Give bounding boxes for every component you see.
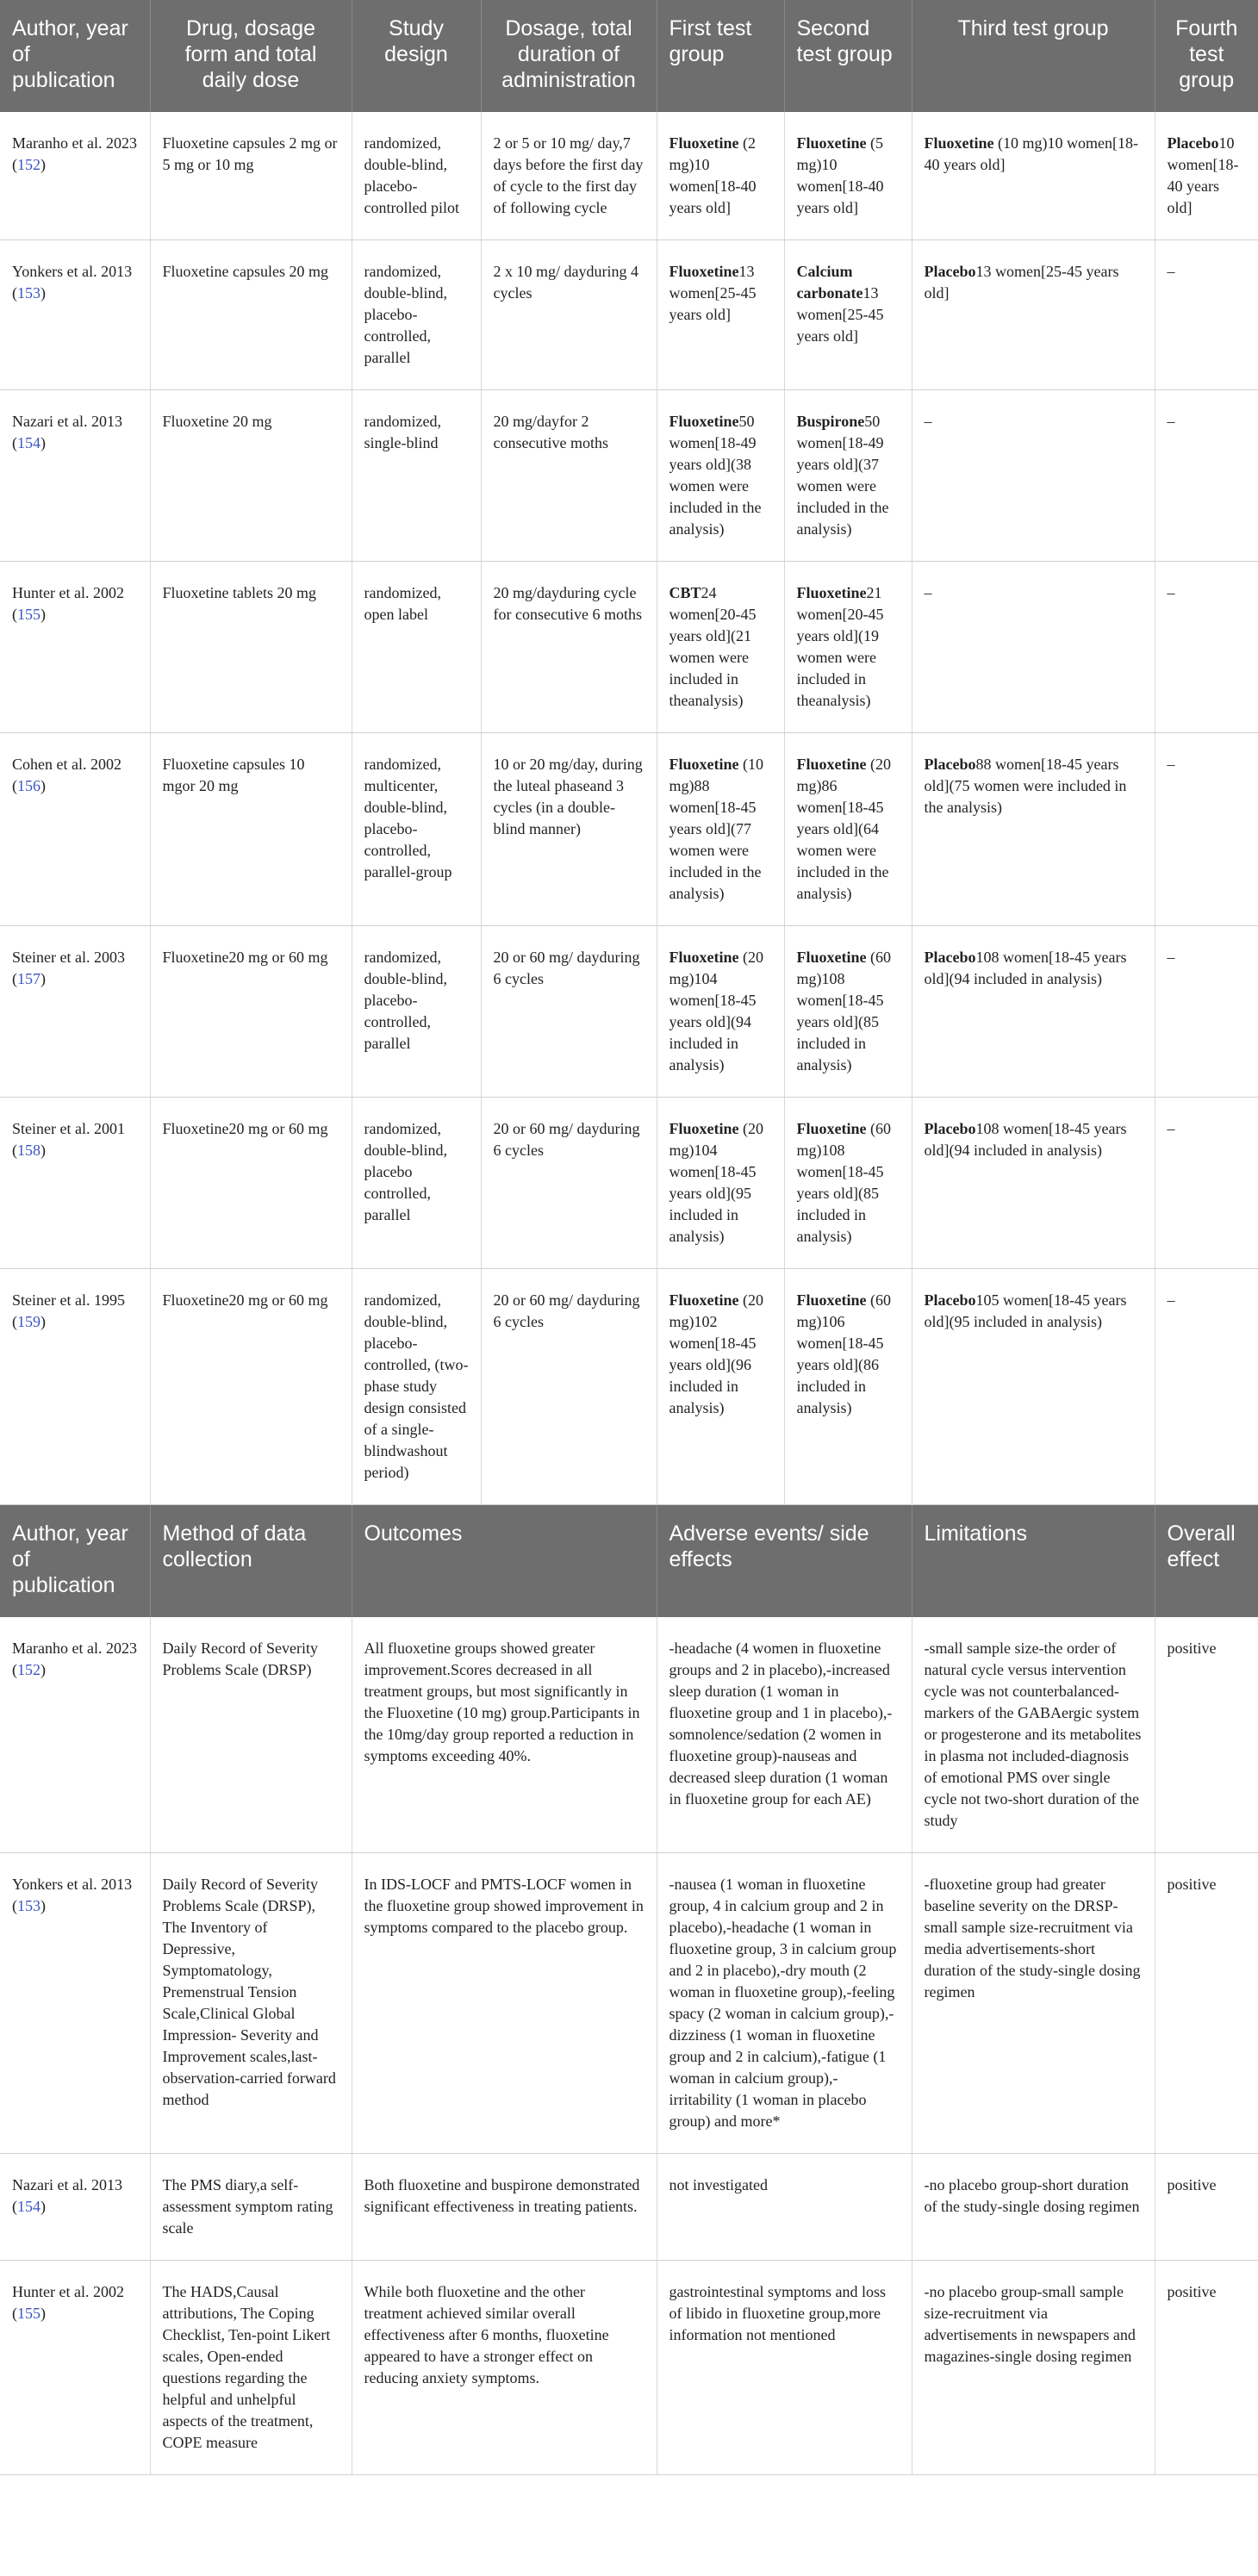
author-text: Yonkers et al. 2013 — [12, 1876, 133, 1893]
group-2-details: 13 women[25-45 years old] — [796, 284, 884, 345]
header2-outcomes: Outcomes — [352, 1505, 657, 1618]
group-4-details: – — [1167, 1291, 1175, 1309]
group-1-cell — [657, 112, 784, 240]
group-2-details: 50 women[18-49 years old](37 women were included in the analysis) — [796, 413, 889, 538]
dosage-cell: 2 x 10 mg/ dayduring 4 cycles — [481, 240, 657, 390]
group-3-treatment: Placebo — [924, 949, 976, 966]
reference-link[interactable]: 152 — [17, 1661, 40, 1678]
group-3-treatment: Placebo — [924, 1291, 976, 1309]
table-row — [0, 240, 1258, 390]
group-3-details: (10 mg)10 women[18-40 years old] — [924, 134, 1138, 173]
author-cell: Hunter et al. 2002 (155) — [0, 2261, 150, 2475]
group-2-treatment: Calcium carbonate — [796, 263, 863, 302]
table-row — [0, 112, 1258, 240]
reference-link[interactable]: 156 — [17, 777, 40, 794]
header2-author: Author, year of publication — [0, 1505, 150, 1618]
adverse-events-cell: not investigated — [657, 2154, 912, 2261]
table-row — [0, 926, 1258, 1098]
overall-effect-cell: positive — [1155, 1617, 1258, 1853]
overall-effect-cell: positive — [1155, 2261, 1258, 2475]
header-drug: Drug, dosage form and total daily dose — [150, 0, 352, 112]
group-3-cell — [912, 240, 1155, 390]
dosage-cell: 20 or 60 mg/ dayduring 6 cycles — [481, 926, 657, 1098]
author-cell: Yonkers et al. 2013 (153) — [0, 1853, 150, 2154]
group-4-details: – — [1167, 584, 1175, 601]
table-row — [0, 1098, 1258, 1269]
header-group-4: Fourth test group — [1155, 0, 1258, 112]
group-3-cell — [912, 926, 1155, 1098]
group-4-details: – — [1167, 413, 1175, 430]
group-2-treatment: Buspirone — [796, 413, 865, 430]
group-1-details: (20 mg)104 women[18-45 years old](95 included in analysis) — [669, 1120, 763, 1245]
drug-cell: Fluoxetine capsules 10 mgor 20 mg — [150, 733, 352, 926]
group-1-treatment: Fluoxetine — [669, 949, 739, 966]
author-text: Maranho et al. 2023 — [12, 1640, 137, 1657]
group-1-cell — [657, 1098, 784, 1269]
limitations-cell: -no placebo group-small sample size-recruitment via advertisements in newspapers and magazines-single dosing regimen — [912, 2261, 1155, 2475]
group-1-treatment: Fluoxetine — [669, 134, 739, 152]
group-4-details: – — [1167, 263, 1175, 280]
group-4-details: 10 women[18-40 years old] — [1167, 134, 1239, 216]
reference-link[interactable]: 158 — [17, 1142, 40, 1159]
group-3-cell — [912, 112, 1155, 240]
group-2-details: (20 mg)86 women[18-45 years old](64 women were included in the analysis) — [796, 756, 891, 902]
table-row — [0, 1617, 1258, 1853]
table-row — [0, 733, 1258, 926]
group-2-treatment: Fluoxetine — [796, 134, 867, 152]
author-text: Steiner et al. 1995 — [12, 1291, 125, 1309]
author-cell: Maranho et al. 2023 (152) — [0, 112, 150, 240]
group-3-details: 88 women[18-45 years old](75 women were included in the analysis) — [924, 756, 1127, 816]
table-row — [0, 2261, 1258, 2475]
table1-header — [0, 0, 1258, 112]
group-1-cell — [657, 926, 784, 1098]
header-author: Author, year of publication — [0, 0, 150, 112]
drug-cell: Fluoxetine capsules 2 mg or 5 mg or 10 mg — [150, 112, 352, 240]
group-3-cell — [912, 390, 1155, 562]
table2-body — [0, 1617, 1258, 2475]
group-2-treatment: Fluoxetine — [796, 1291, 867, 1309]
author-cell: Nazari et al. 2013 (154) — [0, 2154, 150, 2261]
drug-cell: Fluoxetine20 mg or 60 mg — [150, 1269, 352, 1505]
author-text: Cohen et al. 2002 — [12, 756, 121, 773]
group-3-details: – — [924, 413, 932, 430]
group-2-details: 21 women[20-45 years old](19 women were included in theanalysis) — [796, 584, 884, 709]
author-cell: Nazari et al. 2013 (154) — [0, 390, 150, 562]
drug-cell: Fluoxetine 20 mg — [150, 390, 352, 562]
group-1-details: (2 mg)10 women[18-40 years old] — [669, 134, 757, 216]
group-2-treatment: Fluoxetine — [796, 584, 867, 601]
reference-link[interactable]: 157 — [17, 970, 40, 987]
author-text: Nazari et al. 2013 — [12, 413, 122, 430]
reference-link[interactable]: 155 — [17, 2305, 40, 2322]
method-cell: The PMS diary,a self-assessment symptom rating scale — [150, 2154, 352, 2261]
limitations-cell: -fluoxetine group had greater baseline severity on the DRSP-small sample size-recruitment via media advertisements-short duration of the study-single dosing regimen — [912, 1853, 1155, 2154]
group-2-cell — [784, 926, 912, 1098]
header2-effect: Overall effect — [1155, 1505, 1258, 1618]
design-cell: randomized, double-blind, placebo-controlled, parallel — [352, 926, 481, 1098]
group-1-treatment: Fluoxetine — [669, 413, 739, 430]
group-2-details: (5 mg)10 women[18-40 years old] — [796, 134, 884, 216]
group-4-cell — [1155, 390, 1258, 562]
dosage-cell: 2 or 5 or 10 mg/ day,7 days before the first day of cycle to the first day of following cycle — [481, 112, 657, 240]
group-2-cell — [784, 733, 912, 926]
author-text: Nazari et al. 2013 — [12, 2176, 122, 2193]
group-1-details: 50 women[18-49 years old](38 women were included in the analysis) — [669, 413, 762, 538]
adverse-events-cell: -nausea (1 woman in fluoxetine group, 4 in calcium group and 2 in placebo),-headache (1 woman in fluoxetine group, 3 in calcium group and 2 in placebo),-dry mouth (2 woman in fluoxetine group),-feeling spacy (2 woman in calcium group),-dizziness (1 woman in fluoxetine group and 2 in calcium),-fatigue (1 woman in calcium group),-irritability (1 woman in placebo group) and more* — [657, 1853, 912, 2154]
group-4-details: – — [1167, 1120, 1175, 1137]
design-cell: randomized, multicenter, double-blind, placebo-controlled, parallel-group — [352, 733, 481, 926]
author-text: Yonkers et al. 2013 — [12, 263, 133, 280]
group-4-cell — [1155, 562, 1258, 733]
group-3-details: – — [924, 584, 932, 601]
group-2-treatment: Fluoxetine — [796, 949, 867, 966]
header-group-2: Second test group — [784, 0, 912, 112]
drug-cell: Fluoxetine capsules 20 mg — [150, 240, 352, 390]
header-group-3: Third test group — [912, 0, 1155, 112]
group-3-details: 108 women[18-45 years old](94 included in analysis) — [924, 949, 1127, 987]
reference-link[interactable]: 154 — [17, 2198, 40, 2215]
group-2-treatment: Fluoxetine — [796, 756, 867, 773]
group-1-cell — [657, 1269, 784, 1505]
method-cell: Daily Record of Severity Problems Scale (DRSP), The Inventory of Depressive, Symptomatology, Premenstrual Tension Scale,Clinical Global Impression- Severity and Improvement scales,last-observation-carried forward method — [150, 1853, 352, 2154]
reference-link[interactable]: 153 — [17, 1897, 40, 1914]
author-cell: Steiner et al. 2001 (158) — [0, 1098, 150, 1269]
header-design: Study design — [352, 0, 481, 112]
outcomes-cell: Both fluoxetine and buspirone demonstrated significant effectiveness in treating patients. — [352, 2154, 657, 2261]
design-cell: randomized, single-blind — [352, 390, 481, 562]
group-3-treatment: Placebo — [924, 263, 976, 280]
limitations-cell: -small sample size-the order of natural cycle versus intervention cycle was not counterbalanced-markers of the GABAergic system or progesterone and its metabolites in plasma not included-diagnosis of emotional PMS over single cycle not two-short duration of the study — [912, 1617, 1155, 1853]
dosage-cell: 10 or 20 mg/day, during the luteal phaseand 3 cycles (in a double-blind manner) — [481, 733, 657, 926]
header2-limitations: Limitations — [912, 1505, 1155, 1618]
group-1-cell — [657, 240, 784, 390]
group-3-cell — [912, 1269, 1155, 1505]
group-3-treatment: Placebo — [924, 756, 976, 773]
group-2-details: (60 mg)108 women[18-45 years old](85 included in analysis) — [796, 1120, 891, 1245]
outcomes-cell: All fluoxetine groups showed greater improvement.Scores decreased in all treatment groups, but most significantly in the Fluoxetine (10 mg) group.Participants in the 10mg/day group reported a reduction in symptoms exceeding 40%. — [352, 1617, 657, 1853]
group-1-cell — [657, 562, 784, 733]
group-4-details: – — [1167, 949, 1175, 966]
table1-body — [0, 112, 1258, 1505]
group-2-details: (60 mg)108 women[18-45 years old](85 included in analysis) — [796, 949, 891, 1073]
drug-cell: Fluoxetine tablets 20 mg — [150, 562, 352, 733]
group-4-details: – — [1167, 756, 1175, 773]
table-row — [0, 390, 1258, 562]
group-3-treatment: Fluoxetine — [924, 134, 994, 152]
group-1-cell — [657, 390, 784, 562]
dosage-cell: 20 mg/dayduring cycle for consecutive 6 moths — [481, 562, 657, 733]
group-2-treatment: Fluoxetine — [796, 1120, 867, 1137]
group-1-details: (20 mg)102 women[18-45 years old](96 included in analysis) — [669, 1291, 763, 1416]
group-1-details: (10 mg)88 women[18-45 years old](77 women were included in the analysis) — [669, 756, 763, 902]
group-2-cell — [784, 390, 912, 562]
group-2-cell — [784, 562, 912, 733]
header2-method: Method of data collection — [150, 1505, 352, 1618]
author-cell: Maranho et al. 2023 (152) — [0, 1617, 150, 1853]
adverse-events-cell: gastrointestinal symptoms and loss of libido in fluoxetine group,more information not mentioned — [657, 2261, 912, 2475]
group-4-cell — [1155, 926, 1258, 1098]
group-2-cell — [784, 240, 912, 390]
group-1-treatment: Fluoxetine — [669, 1291, 739, 1309]
group-1-treatment: Fluoxetine — [669, 756, 739, 773]
group-3-cell — [912, 1098, 1155, 1269]
author-text: Steiner et al. 2003 — [12, 949, 125, 966]
group-4-treatment: Placebo — [1167, 134, 1219, 152]
group-3-details: 108 women[18-45 years old](94 included in analysis) — [924, 1120, 1127, 1159]
group-1-treatment: CBT — [669, 584, 701, 601]
author-cell: Yonkers et al. 2013 (153) — [0, 240, 150, 390]
table-row — [0, 1853, 1258, 2154]
group-1-treatment: Fluoxetine — [669, 1120, 739, 1137]
table-row — [0, 1269, 1258, 1505]
group-4-cell — [1155, 1269, 1258, 1505]
design-cell: randomized, double-blind, placebo controlled, parallel — [352, 1098, 481, 1269]
reference-link[interactable]: 154 — [17, 434, 40, 451]
overall-effect-cell: positive — [1155, 1853, 1258, 2154]
group-4-cell — [1155, 1098, 1258, 1269]
dosage-cell: 20 or 60 mg/ dayduring 6 cycles — [481, 1269, 657, 1505]
method-cell: Daily Record of Severity Problems Scale (DRSP) — [150, 1617, 352, 1853]
adverse-events-cell: -headache (4 women in fluoxetine groups and 2 in placebo),-increased sleep duration (1 woman in fluoxetine group and 1 in placebo),-somnolence/sedation (2 women in fluoxetine group)-nauseas and decreased sleep duration (1 woman in fluoxetine group for each AE) — [657, 1617, 912, 1853]
group-2-cell — [784, 112, 912, 240]
method-cell: The HADS,Causal attributions, The Coping Checklist, Ten-point Likert scales, Open-ended questions regarding the helpful and unhelpful aspects of the treatment, COPE measure — [150, 2261, 352, 2475]
group-2-cell — [784, 1269, 912, 1505]
design-cell: randomized, open label — [352, 562, 481, 733]
author-cell: Steiner et al. 2003 (157) — [0, 926, 150, 1098]
design-cell: randomized, double-blind, placebo-controlled, parallel — [352, 240, 481, 390]
table-row — [0, 562, 1258, 733]
table-row — [0, 2154, 1258, 2261]
outcomes-cell: In IDS-LOCF and PMTS-LOCF women in the fluoxetine group showed improvement in symptoms compared to the placebo group. — [352, 1853, 657, 2154]
group-3-details: 13 women[25-45 years old] — [924, 263, 1119, 302]
overall-effect-cell: positive — [1155, 2154, 1258, 2261]
header2-adverse: Adverse events/ side effects — [657, 1505, 912, 1618]
group-4-cell — [1155, 112, 1258, 240]
group-3-cell — [912, 733, 1155, 926]
group-2-details: (60 mg)106 women[18-45 years old](86 included in analysis) — [796, 1291, 891, 1416]
group-1-cell — [657, 733, 784, 926]
reference-link[interactable]: 153 — [17, 284, 40, 302]
author-cell: Cohen et al. 2002 (156) — [0, 733, 150, 926]
group-4-cell — [1155, 240, 1258, 390]
header-group-1: First test group — [657, 0, 784, 112]
group-1-details: 13 women[25-45 years old] — [669, 263, 757, 323]
group-1-details: 24 women[20-45 years old](21 women were included in theanalysis) — [669, 584, 757, 709]
author-cell: Hunter et al. 2002 (155) — [0, 562, 150, 733]
group-1-treatment: Fluoxetine — [669, 263, 739, 280]
drug-cell: Fluoxetine20 mg or 60 mg — [150, 1098, 352, 1269]
group-3-cell — [912, 562, 1155, 733]
author-text: Maranho et al. 2023 — [12, 134, 137, 152]
author-text: Hunter et al. 2002 — [12, 2283, 124, 2300]
limitations-cell: -no placebo group-short duration of the study-single dosing regimen — [912, 2154, 1155, 2261]
author-text: Hunter et al. 2002 — [12, 584, 124, 601]
reference-link[interactable]: 152 — [17, 156, 40, 173]
design-cell: randomized, double-blind, placebo-controlled, (two-phase study design consisted of a single-blindwashout period) — [352, 1269, 481, 1505]
group-2-cell — [784, 1098, 912, 1269]
design-cell: randomized, double-blind, placebo-controlled pilot — [352, 112, 481, 240]
reference-link[interactable]: 159 — [17, 1313, 40, 1330]
header-dosage: Dosage, total duration of administration — [481, 0, 657, 112]
outcomes-cell: While both fluoxetine and the other treatment achieved similar overall effectiveness after 6 months, fluoxetine appeared to have a stronger effect on reducing anxiety symptoms. — [352, 2261, 657, 2475]
group-4-cell — [1155, 733, 1258, 926]
table2-header — [0, 1505, 1258, 1618]
drug-cell: Fluoxetine20 mg or 60 mg — [150, 926, 352, 1098]
group-1-details: (20 mg)104 women[18-45 years old](94 included in analysis) — [669, 949, 763, 1073]
reference-link[interactable]: 155 — [17, 606, 40, 623]
dosage-cell: 20 mg/dayfor 2 consecutive moths — [481, 390, 657, 562]
group-3-treatment: Placebo — [924, 1120, 976, 1137]
author-cell: Steiner et al. 1995 (159) — [0, 1269, 150, 1505]
dosage-cell: 20 or 60 mg/ dayduring 6 cycles — [481, 1098, 657, 1269]
group-3-details: 105 women[18-45 years old](95 included in analysis) — [924, 1291, 1127, 1330]
author-text: Steiner et al. 2001 — [12, 1120, 125, 1137]
